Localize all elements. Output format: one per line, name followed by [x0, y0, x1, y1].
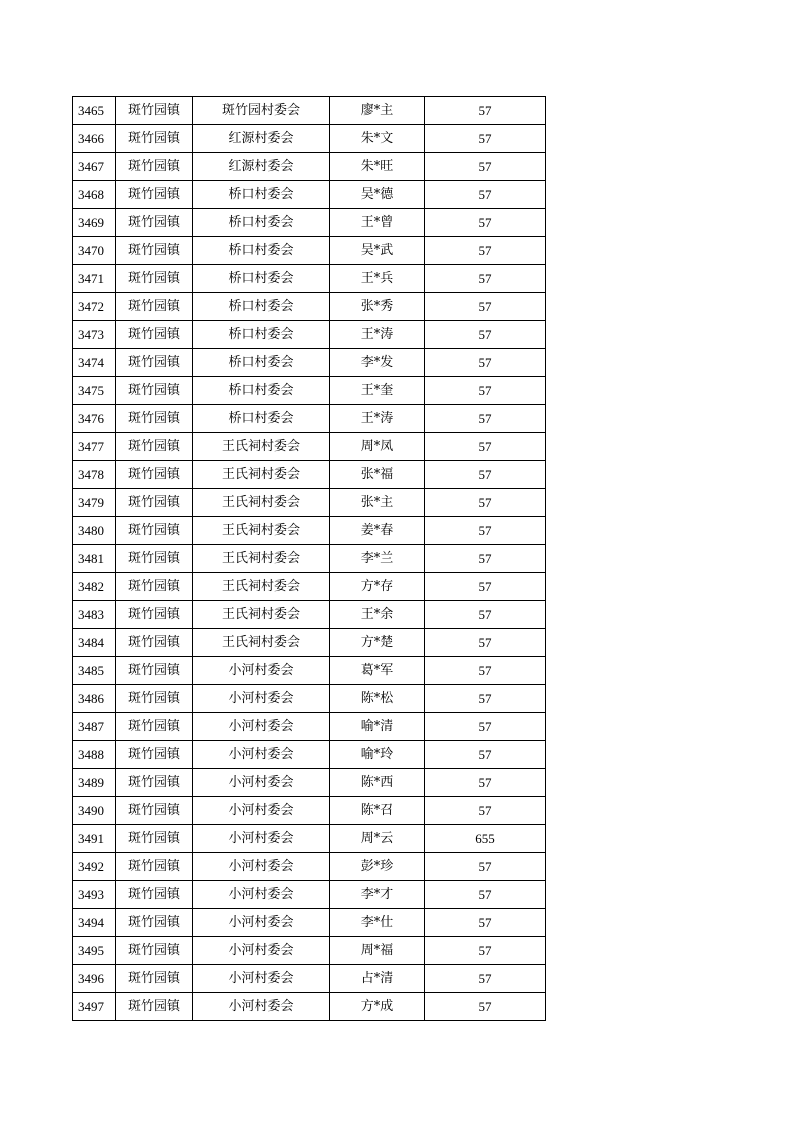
village-committee-cell: 桥口村委会: [193, 181, 330, 209]
row-number-cell: 3492: [73, 853, 116, 881]
table-row: [73, 797, 546, 825]
table-row: [73, 937, 546, 965]
town-cell: 斑竹园镇: [116, 349, 193, 377]
amount-cell: 57: [425, 993, 546, 1021]
town-cell: 斑竹园镇: [116, 377, 193, 405]
amount-cell: 57: [425, 685, 546, 713]
name-cell: 周*福: [330, 937, 425, 965]
table-row: [73, 657, 546, 685]
row-number-cell: 3473: [73, 321, 116, 349]
row-number-cell: 3474: [73, 349, 116, 377]
amount-cell: 57: [425, 937, 546, 965]
village-committee-cell: 桥口村委会: [193, 237, 330, 265]
name-cell: 吴*武: [330, 237, 425, 265]
village-committee-cell: 王氏祠村委会: [193, 545, 330, 573]
village-committee-cell: 王氏祠村委会: [193, 461, 330, 489]
name-cell: 李*才: [330, 881, 425, 909]
name-cell: 王*余: [330, 601, 425, 629]
town-cell: 斑竹园镇: [116, 293, 193, 321]
table-row: [73, 209, 546, 237]
amount-cell: 57: [425, 741, 546, 769]
town-cell: 斑竹园镇: [116, 909, 193, 937]
row-number-cell: 3481: [73, 545, 116, 573]
amount-cell: 57: [425, 517, 546, 545]
row-number-cell: 3476: [73, 405, 116, 433]
row-number-cell: 3486: [73, 685, 116, 713]
row-number-cell: 3482: [73, 573, 116, 601]
village-committee-cell: 王氏祠村委会: [193, 433, 330, 461]
table-row: [73, 125, 546, 153]
row-number-cell: 3495: [73, 937, 116, 965]
village-committee-cell: 桥口村委会: [193, 405, 330, 433]
name-cell: 朱*旺: [330, 153, 425, 181]
amount-cell: 57: [425, 181, 546, 209]
table-row: [73, 489, 546, 517]
amount-cell: 57: [425, 209, 546, 237]
table-row: [73, 881, 546, 909]
row-number-cell: 3488: [73, 741, 116, 769]
town-cell: 斑竹园镇: [116, 713, 193, 741]
name-cell: 喻*清: [330, 713, 425, 741]
table-row: [73, 825, 546, 853]
village-committee-cell: 小河村委会: [193, 909, 330, 937]
town-cell: 斑竹园镇: [116, 657, 193, 685]
amount-cell: 57: [425, 433, 546, 461]
town-cell: 斑竹园镇: [116, 125, 193, 153]
row-number-cell: 3487: [73, 713, 116, 741]
village-committee-cell: 小河村委会: [193, 769, 330, 797]
table-row: [73, 349, 546, 377]
town-cell: 斑竹园镇: [116, 825, 193, 853]
amount-cell: 57: [425, 965, 546, 993]
row-number-cell: 3493: [73, 881, 116, 909]
table-row: [73, 517, 546, 545]
row-number-cell: 3490: [73, 797, 116, 825]
row-number-cell: 3467: [73, 153, 116, 181]
name-cell: 王*涛: [330, 321, 425, 349]
name-cell: 喻*玲: [330, 741, 425, 769]
amount-cell: 57: [425, 237, 546, 265]
name-cell: 方*存: [330, 573, 425, 601]
row-number-cell: 3478: [73, 461, 116, 489]
name-cell: 周*凤: [330, 433, 425, 461]
amount-cell: 57: [425, 629, 546, 657]
name-cell: 占*清: [330, 965, 425, 993]
town-cell: 斑竹园镇: [116, 517, 193, 545]
row-number-cell: 3483: [73, 601, 116, 629]
town-cell: 斑竹园镇: [116, 181, 193, 209]
table-row: [73, 153, 546, 181]
village-committee-cell: 小河村委会: [193, 825, 330, 853]
row-number-cell: 3480: [73, 517, 116, 545]
town-cell: 斑竹园镇: [116, 209, 193, 237]
town-cell: 斑竹园镇: [116, 993, 193, 1021]
amount-cell: 57: [425, 909, 546, 937]
village-committee-cell: 小河村委会: [193, 713, 330, 741]
village-committee-cell: 小河村委会: [193, 657, 330, 685]
name-cell: 王*曾: [330, 209, 425, 237]
town-cell: 斑竹园镇: [116, 853, 193, 881]
data-table: [72, 96, 546, 1021]
table-row: [73, 97, 546, 125]
table-row: [73, 573, 546, 601]
row-number-cell: 3489: [73, 769, 116, 797]
town-cell: 斑竹园镇: [116, 629, 193, 657]
name-cell: 张*福: [330, 461, 425, 489]
town-cell: 斑竹园镇: [116, 685, 193, 713]
name-cell: 方*楚: [330, 629, 425, 657]
amount-cell: 57: [425, 573, 546, 601]
name-cell: 陈*召: [330, 797, 425, 825]
amount-cell: 57: [425, 321, 546, 349]
amount-cell: 57: [425, 153, 546, 181]
name-cell: 李*兰: [330, 545, 425, 573]
amount-cell: 57: [425, 713, 546, 741]
row-number-cell: 3491: [73, 825, 116, 853]
village-committee-cell: 桥口村委会: [193, 349, 330, 377]
name-cell: 姜*春: [330, 517, 425, 545]
row-number-cell: 3477: [73, 433, 116, 461]
town-cell: 斑竹园镇: [116, 433, 193, 461]
table-row: [73, 853, 546, 881]
town-cell: 斑竹园镇: [116, 741, 193, 769]
village-committee-cell: 桥口村委会: [193, 377, 330, 405]
row-number-cell: 3471: [73, 265, 116, 293]
town-cell: 斑竹园镇: [116, 601, 193, 629]
row-number-cell: 3475: [73, 377, 116, 405]
name-cell: 葛*军: [330, 657, 425, 685]
amount-cell: 57: [425, 405, 546, 433]
village-committee-cell: 小河村委会: [193, 965, 330, 993]
amount-cell: 57: [425, 489, 546, 517]
name-cell: 彭*珍: [330, 853, 425, 881]
amount-cell: 57: [425, 293, 546, 321]
row-number-cell: 3470: [73, 237, 116, 265]
village-committee-cell: 王氏祠村委会: [193, 629, 330, 657]
table-row: [73, 685, 546, 713]
amount-cell: 57: [425, 125, 546, 153]
row-number-cell: 3496: [73, 965, 116, 993]
amount-cell: 57: [425, 769, 546, 797]
row-number-cell: 3465: [73, 97, 116, 125]
row-number-cell: 3497: [73, 993, 116, 1021]
name-cell: 廖*主: [330, 97, 425, 125]
table-row: [73, 461, 546, 489]
town-cell: 斑竹园镇: [116, 965, 193, 993]
row-number-cell: 3485: [73, 657, 116, 685]
town-cell: 斑竹园镇: [116, 881, 193, 909]
table-row: [73, 321, 546, 349]
name-cell: 方*成: [330, 993, 425, 1021]
village-committee-cell: 桥口村委会: [193, 265, 330, 293]
name-cell: 朱*文: [330, 125, 425, 153]
village-committee-cell: 小河村委会: [193, 937, 330, 965]
name-cell: 陈*松: [330, 685, 425, 713]
amount-cell: 57: [425, 797, 546, 825]
row-number-cell: 3479: [73, 489, 116, 517]
village-committee-cell: 小河村委会: [193, 993, 330, 1021]
amount-cell: 57: [425, 265, 546, 293]
table-row: [73, 909, 546, 937]
table-row: [73, 629, 546, 657]
town-cell: 斑竹园镇: [116, 545, 193, 573]
row-number-cell: 3469: [73, 209, 116, 237]
town-cell: 斑竹园镇: [116, 237, 193, 265]
row-number-cell: 3472: [73, 293, 116, 321]
town-cell: 斑竹园镇: [116, 265, 193, 293]
name-cell: 王*奎: [330, 377, 425, 405]
town-cell: 斑竹园镇: [116, 405, 193, 433]
amount-cell: 57: [425, 377, 546, 405]
table-row: [73, 405, 546, 433]
table-row: [73, 433, 546, 461]
village-committee-cell: 王氏祠村委会: [193, 489, 330, 517]
row-number-cell: 3494: [73, 909, 116, 937]
amount-cell: 57: [425, 349, 546, 377]
amount-cell: 57: [425, 881, 546, 909]
village-committee-cell: 小河村委会: [193, 741, 330, 769]
amount-cell: 57: [425, 657, 546, 685]
village-committee-cell: 王氏祠村委会: [193, 517, 330, 545]
table-row: [73, 601, 546, 629]
table-row: [73, 377, 546, 405]
town-cell: 斑竹园镇: [116, 97, 193, 125]
village-committee-cell: 红源村委会: [193, 153, 330, 181]
table-row: [73, 741, 546, 769]
town-cell: 斑竹园镇: [116, 797, 193, 825]
amount-cell: 57: [425, 601, 546, 629]
village-committee-cell: 小河村委会: [193, 685, 330, 713]
village-committee-cell: 小河村委会: [193, 797, 330, 825]
table-row: [73, 181, 546, 209]
town-cell: 斑竹园镇: [116, 153, 193, 181]
village-committee-cell: 王氏祠村委会: [193, 573, 330, 601]
table-row: [73, 769, 546, 797]
amount-cell: 655: [425, 825, 546, 853]
table-body: [73, 97, 546, 1021]
name-cell: 王*涛: [330, 405, 425, 433]
town-cell: 斑竹园镇: [116, 461, 193, 489]
table-row: [73, 965, 546, 993]
amount-cell: 57: [425, 461, 546, 489]
village-committee-cell: 桥口村委会: [193, 321, 330, 349]
name-cell: 陈*西: [330, 769, 425, 797]
row-number-cell: 3484: [73, 629, 116, 657]
name-cell: 李*仕: [330, 909, 425, 937]
table-row: [73, 545, 546, 573]
row-number-cell: 3466: [73, 125, 116, 153]
name-cell: 王*兵: [330, 265, 425, 293]
town-cell: 斑竹园镇: [116, 321, 193, 349]
name-cell: 周*云: [330, 825, 425, 853]
row-number-cell: 3468: [73, 181, 116, 209]
town-cell: 斑竹园镇: [116, 937, 193, 965]
amount-cell: 57: [425, 545, 546, 573]
table-row: [73, 713, 546, 741]
table-row: [73, 265, 546, 293]
village-committee-cell: 斑竹园村委会: [193, 97, 330, 125]
amount-cell: 57: [425, 853, 546, 881]
village-committee-cell: 小河村委会: [193, 881, 330, 909]
name-cell: 张*主: [330, 489, 425, 517]
name-cell: 吴*德: [330, 181, 425, 209]
town-cell: 斑竹园镇: [116, 489, 193, 517]
village-committee-cell: 小河村委会: [193, 853, 330, 881]
village-committee-cell: 桥口村委会: [193, 209, 330, 237]
village-committee-cell: 红源村委会: [193, 125, 330, 153]
name-cell: 李*发: [330, 349, 425, 377]
village-committee-cell: 桥口村委会: [193, 293, 330, 321]
table-row: [73, 293, 546, 321]
name-cell: 张*秀: [330, 293, 425, 321]
town-cell: 斑竹园镇: [116, 769, 193, 797]
town-cell: 斑竹园镇: [116, 573, 193, 601]
table-row: [73, 237, 546, 265]
table-row: [73, 993, 546, 1021]
amount-cell: 57: [425, 97, 546, 125]
village-committee-cell: 王氏祠村委会: [193, 601, 330, 629]
